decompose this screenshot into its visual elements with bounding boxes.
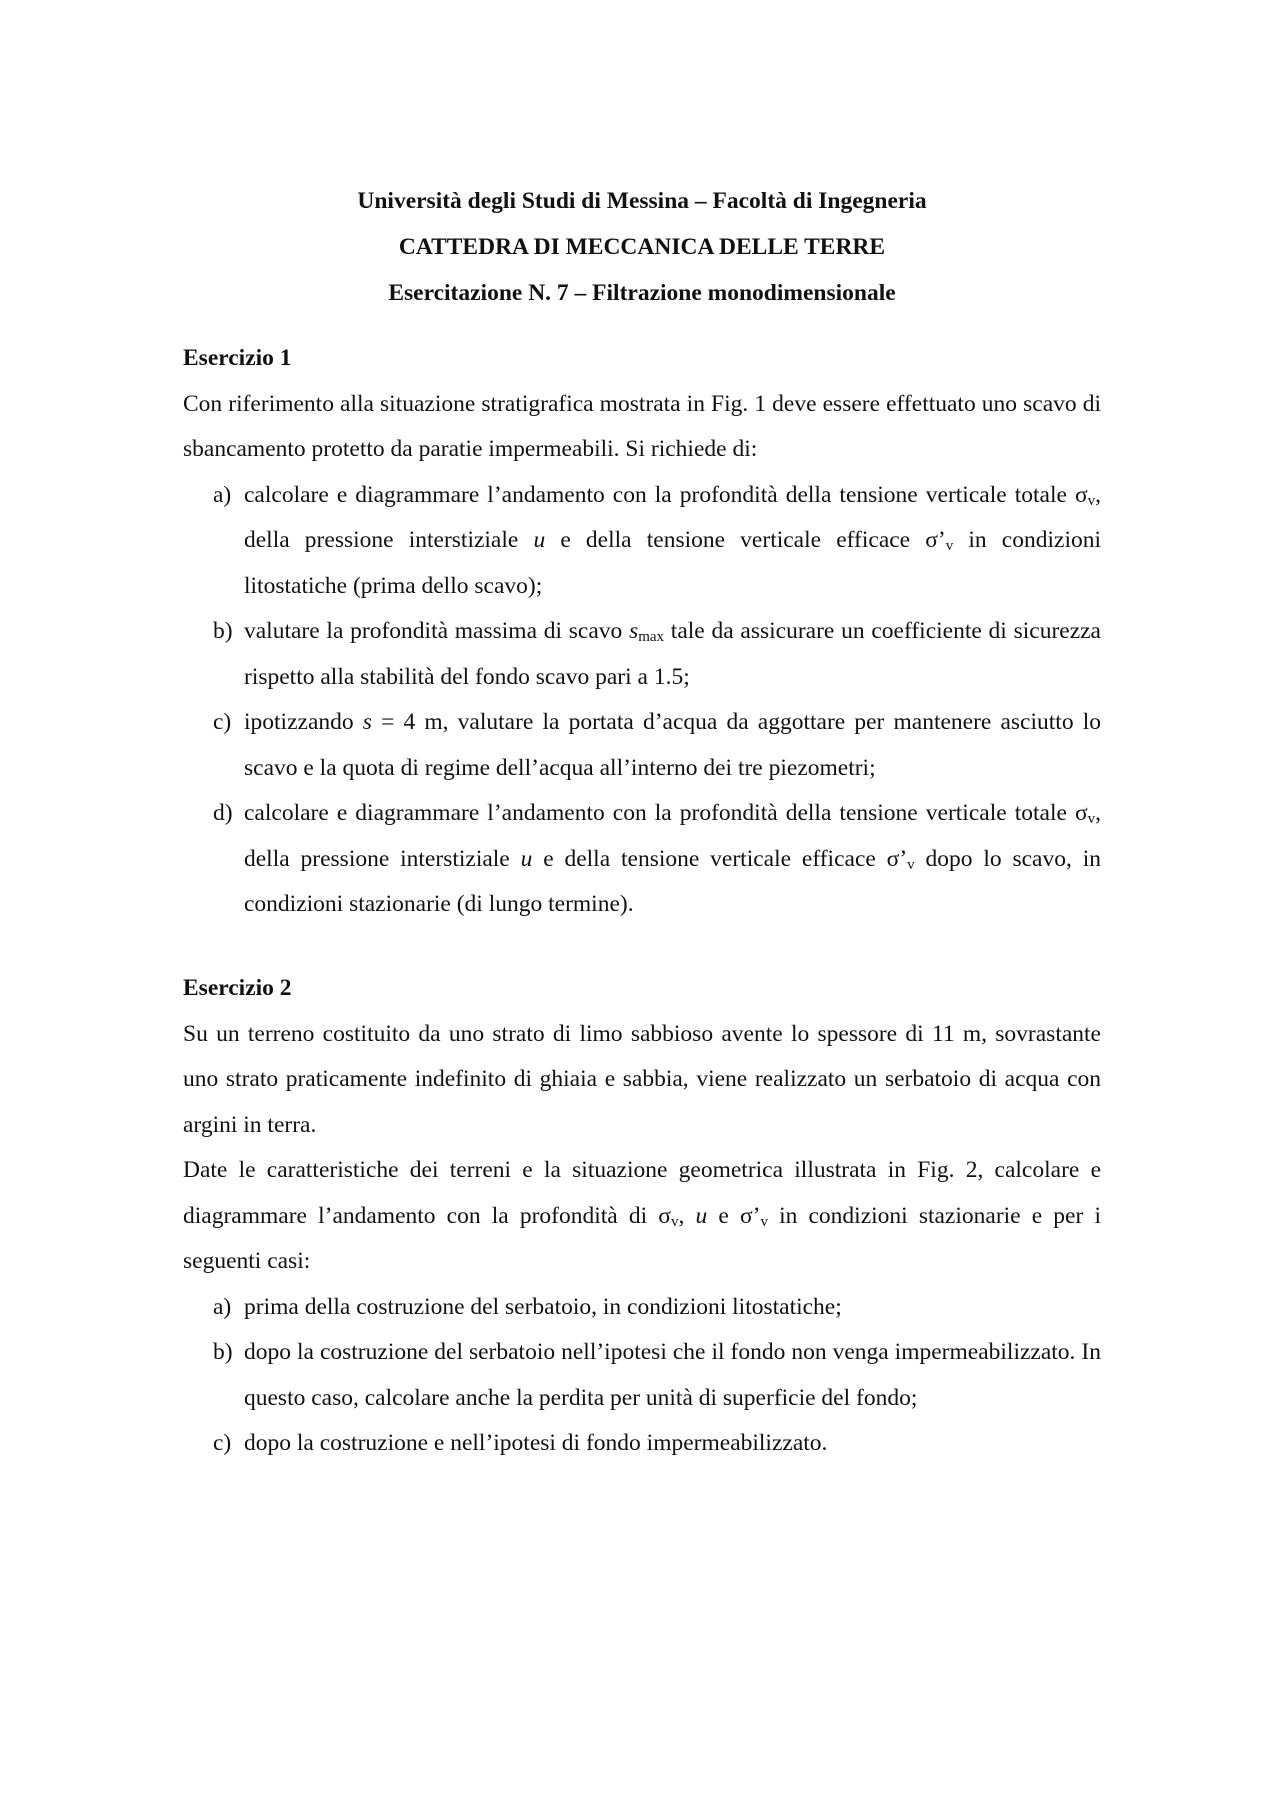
item-text: calcolare e diagrammare l’andamento con la profondità della tensione verticale totale σ <box>244 800 1088 826</box>
item-text: ipotizzando <box>244 709 363 735</box>
item-text: = 4 m, valutare la portata d’acqua da aggottare per mantenere asciutto lo scavo e la quota di regime dell’acqua all’interno dei tre piezometri; <box>244 709 1101 781</box>
subscript: v <box>1087 492 1096 509</box>
exercise-2-section <box>183 966 1101 1467</box>
list-item <box>183 1285 1101 1331</box>
exercise-2-instructions <box>183 1148 1101 1285</box>
item-text: e della tensione verticale efficace σ’ <box>545 527 946 553</box>
item-text: calcolare e diagrammare l’andamento con la profondità della tensione verticale totale σ <box>244 481 1088 508</box>
course-title: CATTEDRA DI MECCANICA DELLE TERRE <box>398 234 886 260</box>
subscript: v <box>760 1213 768 1230</box>
item-text: dopo la costruzione e nell’ipotesi di fondo impermeabilizzato. <box>244 1430 828 1456</box>
item-text: Date le caratteristiche dei terreni e la situazione geometrica illustrata in Fig. 2, calcolare e diagrammare l’andamento con la profondità di σ <box>183 1157 1101 1229</box>
list-item <box>183 473 1101 610</box>
subscript: v <box>1087 811 1096 827</box>
subscript: v <box>907 856 915 873</box>
italic-symbol: s <box>629 618 639 644</box>
list-item <box>183 1421 1101 1467</box>
exercise-1-heading: Esercizio 1 <box>183 345 292 371</box>
list-marker: a) <box>213 1293 232 1320</box>
item-text: , <box>678 1202 696 1229</box>
italic-symbol: u <box>520 845 533 872</box>
item-text: , della pressione interstiziale <box>244 481 1101 553</box>
list-item <box>183 609 1101 700</box>
item-text: e σ’ <box>707 1202 761 1229</box>
list-marker: c) <box>213 709 232 735</box>
item-text: , della pressione interstiziale <box>244 800 1101 872</box>
exercise-2-heading: Esercizio 2 <box>183 975 292 1001</box>
item-text: dopo lo scavo, in condizioni stazionarie (di lungo termine). <box>244 845 1101 917</box>
item-text: dopo la costruzione del serbatoio nell’ipotesi che il fondo non venga impermeabilizzato. In questo caso, calcolare anche la perdita per unità di superficie del fondo; <box>244 1339 1101 1411</box>
subscript: v <box>670 1213 679 1230</box>
italic-symbol: u <box>533 527 546 553</box>
list-marker: b) <box>213 1339 233 1365</box>
document-header <box>183 178 1101 316</box>
item-text: in condizioni stazionarie e per i seguenti casi: <box>183 1202 1101 1274</box>
list-marker: a) <box>213 481 232 508</box>
list-marker: c) <box>213 1430 232 1456</box>
item-text: valutare la profondità massima di scavo <box>244 618 630 644</box>
item-text: prima della costruzione del serbatoio, in condizioni litostatiche; <box>244 1293 842 1320</box>
item-text: tale da assicurare un coefficiente di sicurezza rispetto alla stabilità del fondo scavo pari a 1.5; <box>244 618 1101 690</box>
university-title: Università degli Studi di Messina – Facoltà di Ingegneria <box>357 188 927 214</box>
subscript: max <box>638 629 665 645</box>
exercise-1-list <box>183 473 1101 928</box>
document-page <box>183 0 1101 1811</box>
item-text: e della tensione verticale efficace σ’ <box>532 845 908 872</box>
list-item <box>183 791 1101 928</box>
exercise-1-section <box>183 336 1101 928</box>
italic-symbol: s <box>362 709 372 735</box>
exercise-2-intro: Su un terreno costituito da uno strato di limo sabbioso avente lo spessore di 11 m, sovrastante uno strato praticamente indefinito di ghiaia e sabbia, viene realizzato un serbatoio di acqua con argini in terra. <box>183 1020 1101 1138</box>
subscript: v <box>945 538 954 554</box>
list-marker: b) <box>213 618 233 644</box>
item-text: in condizioni litostatiche (prima dello scavo); <box>244 527 1102 599</box>
exercise-2-list <box>183 1285 1101 1467</box>
exercise-set-title: Esercitazione N. 7 – Filtrazione monodimensionale <box>388 280 896 306</box>
list-item <box>183 1330 1101 1421</box>
list-item <box>183 700 1101 791</box>
list-marker: d) <box>213 800 233 826</box>
exercise-1-intro: Con riferimento alla situazione stratigrafica mostrata in Fig. 1 deve essere effettuato uno scavo di sbancamento protetto da paratie impermeabili. Si richiede di: <box>183 390 1101 462</box>
italic-symbol: u <box>695 1202 708 1229</box>
